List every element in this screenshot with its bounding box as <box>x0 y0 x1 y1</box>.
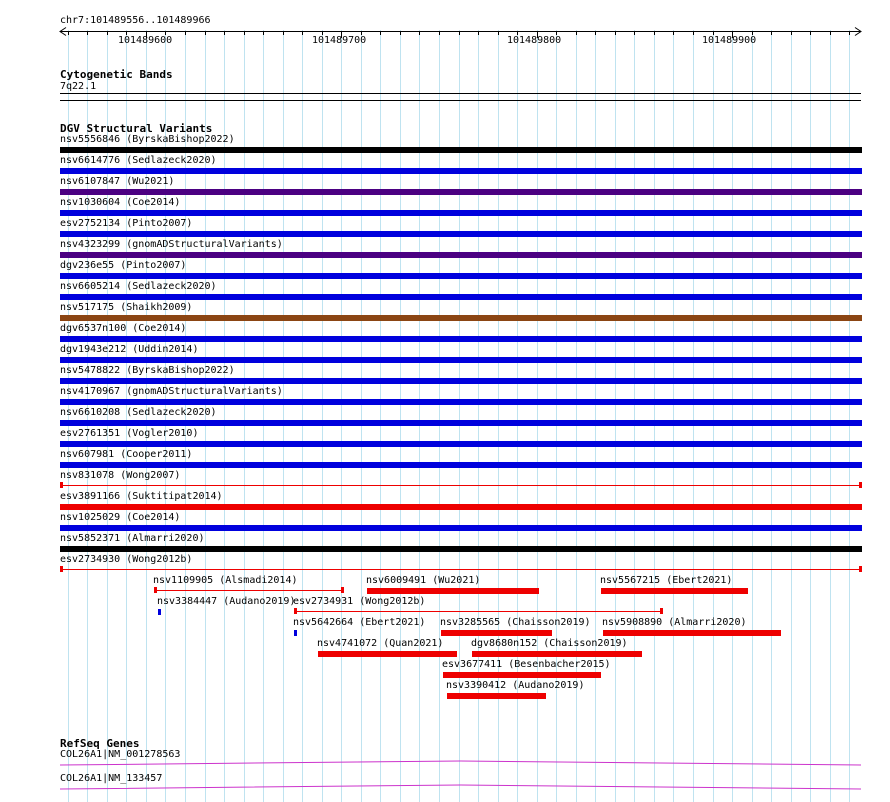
track-title[interactable]: Cytogenetic Bands <box>60 68 173 81</box>
gene-intron-line[interactable] <box>0 783 890 793</box>
variant-bar[interactable] <box>60 399 862 405</box>
variant-label: esv3891166 (Suktitipat2014) <box>60 491 223 502</box>
variant-bar[interactable] <box>318 651 457 657</box>
variant-bar[interactable] <box>60 462 862 468</box>
variant-bar[interactable] <box>472 651 642 657</box>
variant-label: nsv5852371 (Almarri2020) <box>60 533 205 544</box>
variant-label: nsv3285565 (Chaisson2019) <box>440 617 591 628</box>
variant-label: nsv6610208 (Sedlazeck2020) <box>60 407 217 418</box>
variant-bar[interactable] <box>60 315 862 321</box>
variant-bar[interactable] <box>60 441 862 447</box>
cytoband-label: 7q22.1 <box>60 81 97 92</box>
variant-label: nsv6009491 (Wu2021) <box>366 575 481 586</box>
variant-bar[interactable] <box>60 525 862 531</box>
variant-bar[interactable] <box>60 504 862 510</box>
variant-label: nsv1025029 (Coe2014) <box>60 512 181 523</box>
variant-label: esv2761351 (Vogler2010) <box>60 428 199 439</box>
variant-label: esv3677411 (Besenbacher2015) <box>442 659 611 670</box>
variant-label: nsv6614776 (Sedlazeck2020) <box>60 155 217 166</box>
gene-label: COL26A1|NM_001278563 <box>60 749 181 760</box>
variant-bar[interactable] <box>603 630 781 636</box>
variant-bar[interactable] <box>60 420 862 426</box>
variant-label: nsv607981 (Cooper2011) <box>60 449 193 460</box>
variant-label: nsv3390412 (Audano2019) <box>446 680 585 691</box>
variant-label: nsv4323299 (gnomADStructuralVariants) <box>60 239 283 250</box>
gene-intron-line[interactable] <box>0 759 890 769</box>
variant-label: nsv3384447 (Audano2019) <box>157 596 296 607</box>
variant-bar[interactable] <box>60 210 862 216</box>
variant-bar[interactable] <box>60 294 862 300</box>
variant-label: dgv1943e212 (Uddin2014) <box>60 344 199 355</box>
ruler-tick-label: 101489700 <box>312 35 367 46</box>
variant-bar[interactable] <box>60 378 862 384</box>
variant-label: dgv236e55 (Pinto2007) <box>60 260 187 271</box>
variant-label: dgv8680n152 (Chaisson2019) <box>471 638 628 649</box>
variant-bar[interactable] <box>60 168 862 174</box>
variant-label: nsv4170967 (gnomADStructuralVariants) <box>60 386 283 397</box>
track-title[interactable]: DGV Structural Variants <box>60 122 213 135</box>
variant-label: nsv5478822 (ByrskaBishop2022) <box>60 365 235 376</box>
ruler-tick-label: 101489900 <box>702 35 757 46</box>
variant-label: nsv5567215 (Ebert2021) <box>600 575 733 586</box>
gene-intron <box>60 785 861 789</box>
variant-bar[interactable] <box>60 273 862 279</box>
ruler-tick-label: 101489600 <box>118 35 173 46</box>
variant-bar[interactable] <box>60 569 862 570</box>
position-label: chr7:101489556..101489966 <box>60 15 211 26</box>
variant-bar[interactable] <box>447 693 546 699</box>
variant-bar[interactable] <box>60 485 862 486</box>
variant-bar[interactable] <box>60 252 862 258</box>
variant-label: dgv6537n100 (Coe2014) <box>60 323 187 334</box>
variant-bar[interactable] <box>60 147 862 153</box>
variant-bar[interactable] <box>154 590 343 591</box>
variant-bar[interactable] <box>158 609 161 615</box>
variant-label: esv2734930 (Wong2012b) <box>60 554 193 565</box>
variant-bar[interactable] <box>294 630 297 636</box>
variant-label: nsv831078 (Wong2007) <box>60 470 181 481</box>
variant-label: nsv1109905 (Alsmadi2014) <box>153 575 298 586</box>
variant-bar[interactable] <box>294 611 662 612</box>
variant-bar[interactable] <box>441 630 552 636</box>
track-title[interactable]: RefSeq Genes <box>60 737 140 750</box>
variant-bar[interactable] <box>60 336 862 342</box>
variant-bar[interactable] <box>60 546 862 552</box>
variant-label: nsv6605214 (Sedlazeck2020) <box>60 281 217 292</box>
variant-label: nsv4741072 (Quan2021) <box>317 638 444 649</box>
gene-intron <box>60 761 861 765</box>
variant-label: nsv1030604 (Coe2014) <box>60 197 181 208</box>
variant-label: nsv5642664 (Ebert2021) <box>293 617 426 628</box>
variant-bar[interactable] <box>60 231 862 237</box>
variant-label: nsv6107847 (Wu2021) <box>60 176 175 187</box>
ruler-tick-label: 101489800 <box>507 35 562 46</box>
variant-label: esv2734931 (Wong2012b) <box>293 596 426 607</box>
variant-bar[interactable] <box>367 588 539 594</box>
variant-label: nsv517175 (Shaikh2009) <box>60 302 193 313</box>
gene-label: COL26A1|NM_133457 <box>60 773 163 784</box>
cytoband-line[interactable] <box>60 93 861 94</box>
variant-bar[interactable] <box>60 357 862 363</box>
variant-bar[interactable] <box>443 672 601 678</box>
cytoband-line[interactable] <box>60 100 861 101</box>
variant-label: esv2752134 (Pinto2007) <box>60 218 193 229</box>
variant-bar[interactable] <box>60 189 862 195</box>
variant-label: nsv5908890 (Almarri2020) <box>602 617 747 628</box>
variant-label: nsv5556846 (ByrskaBishop2022) <box>60 134 235 145</box>
variant-bar[interactable] <box>601 588 748 594</box>
